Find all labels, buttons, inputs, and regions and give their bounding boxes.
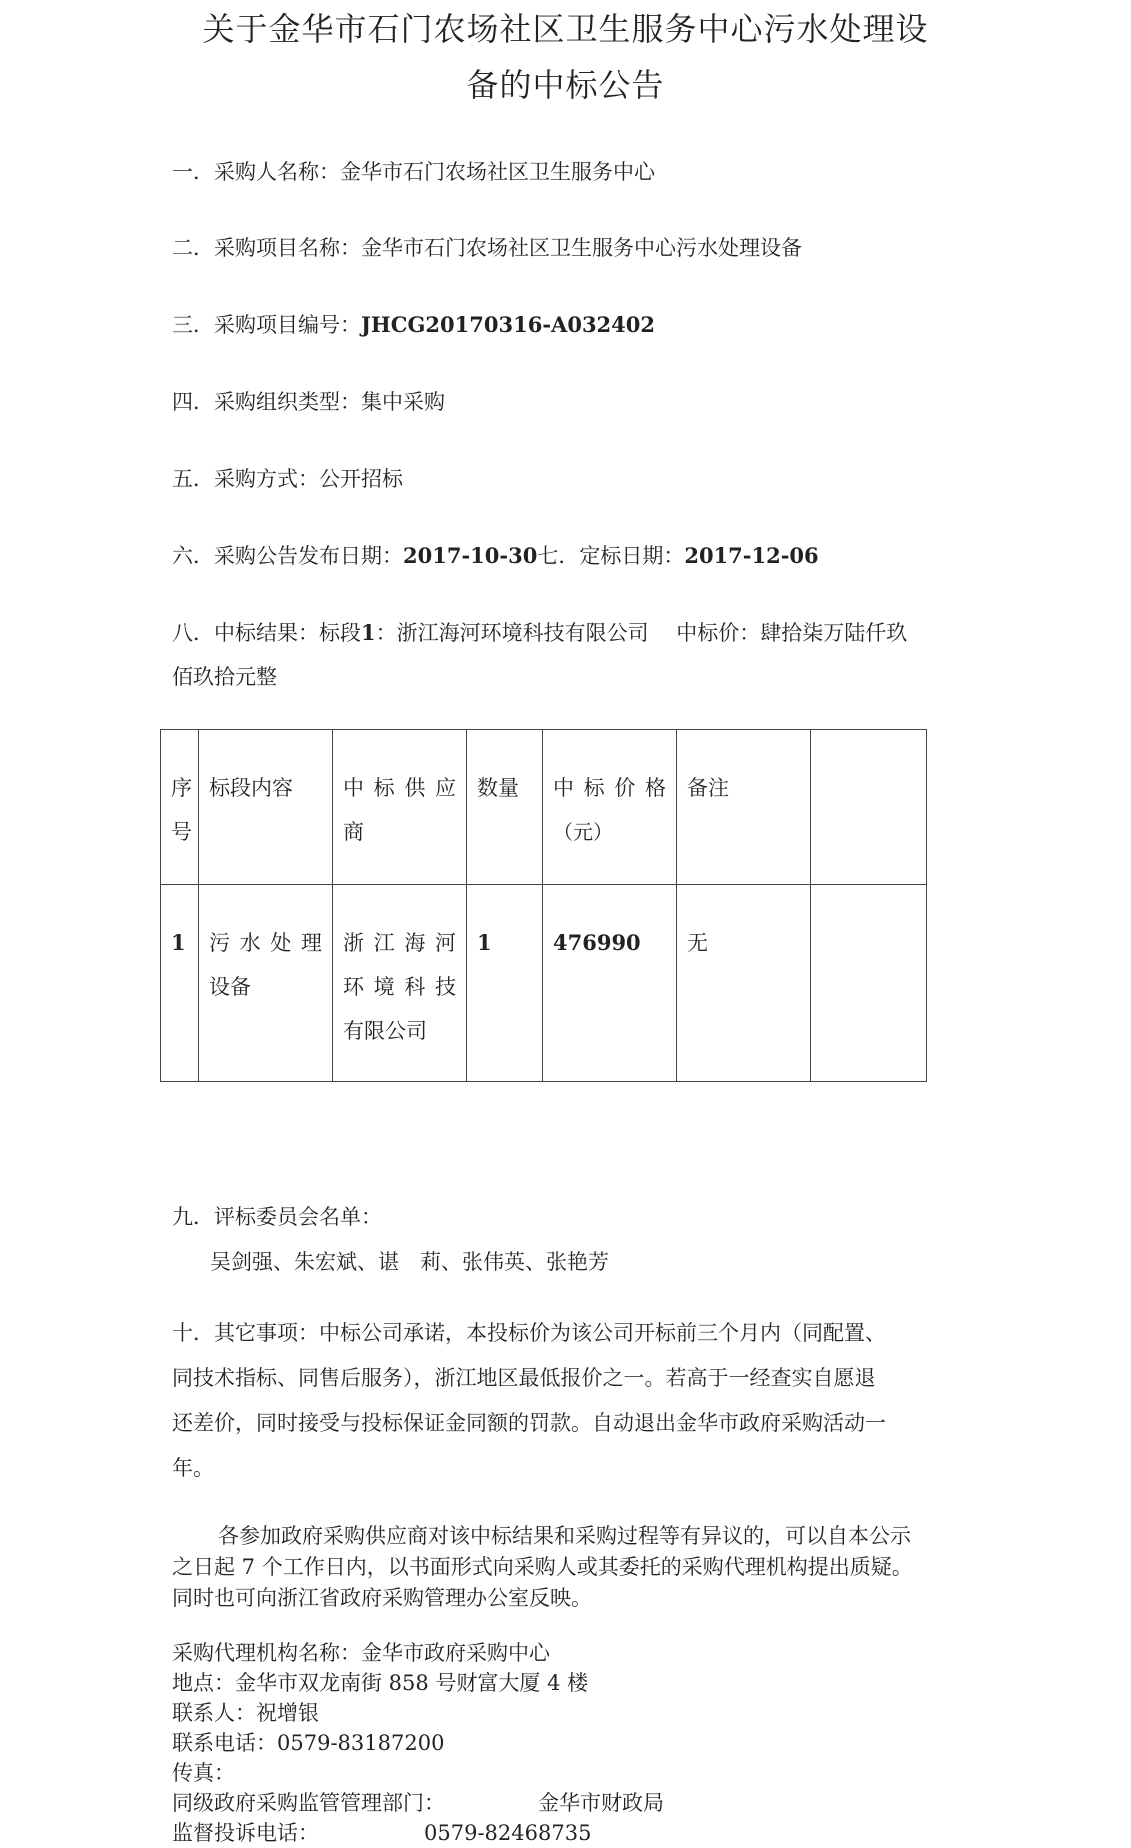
item-purchaser: 一．采购人名称：金华市石门农场社区卫生服务中心 (172, 160, 655, 184)
award-result-label: 八．中标结果：标段 (172, 621, 361, 645)
award-table (160, 729, 927, 1082)
notice-title-line1: 关于金华市石门农场社区卫生服务中心污水处理设 (202, 10, 929, 48)
header-supplier: 中标供应 商 (333, 730, 467, 885)
contact-block (172, 1638, 964, 1848)
item-award-result-line1 (172, 617, 907, 647)
cell-remark: 无 (677, 885, 811, 1082)
committee-label: 九．评标委员会名单： (172, 1205, 382, 1229)
item-dates (172, 540, 819, 570)
header-content: 标段内容 (199, 730, 333, 885)
contact-fax: 传真： (172, 1761, 235, 1785)
award-lot-number: 1 (361, 620, 376, 645)
publish-date-value: 2017-10-30 (403, 543, 538, 568)
header-extra (811, 730, 927, 885)
agency-address: 地点：金华市双龙南街 858 号财富大厦 4 楼 (172, 1671, 589, 1695)
header-quantity: 数量 (467, 730, 543, 885)
header-seq: 序 号 (161, 730, 199, 885)
cell-price: 476990 (543, 885, 677, 1082)
cell-quantity: 1 (467, 885, 543, 1082)
item-organization-type: 四．采购组织类型：集中采购 (172, 390, 445, 414)
item-project-name: 二．采购项目名称：金华市石门农场社区卫生服务中心污水处理设备 (172, 236, 802, 260)
supervision-dept: 同级政府采购监管管理部门： 金华市财政局 (172, 1791, 664, 1815)
notice-title-line2: 备的中标公告 (466, 66, 665, 104)
item-award-result-line2: 佰玖拾元整 (172, 665, 277, 689)
header-price: 中标价格 （元） (543, 730, 677, 885)
award-date-value: 2017-12-06 (684, 543, 819, 568)
table-header-row (161, 730, 927, 885)
contact-person: 联系人：祝增银 (172, 1701, 319, 1725)
agency-name: 采购代理机构名称：金华市政府采购中心 (172, 1641, 550, 1665)
project-number-value: JHCG20170316-A032402 (361, 312, 655, 337)
committee-members: 吴剑强、朱宏斌、谌 莉、张伟英、张艳芳 (210, 1250, 609, 1274)
cell-supplier: 浙江海河 环境科技 有限公司 (333, 885, 467, 1082)
publish-date-label: 六．采购公告发布日期： (172, 544, 403, 568)
table-row (161, 885, 927, 1082)
cell-content: 污水处理 设备 (199, 885, 333, 1082)
award-date-label: 七．定标日期： (537, 544, 685, 568)
other-matters: 十．其它事项：中标公司承诺，本投标价为该公司开标前三个月内（同配置、 同技术指标、同售后服务），浙江地区最低报价之一。若高于一经查实自愿退 还差价，同时接受与投标保证金同额的罚款。自动退出金华市政府采购活动一 年。 (172, 1321, 886, 1480)
complaint-phone: 监督投诉电话： 0579-82468735 (172, 1821, 592, 1845)
item-procurement-method: 五．采购方式：公开招标 (172, 467, 403, 491)
cell-seq: 1 (161, 885, 199, 1082)
award-result-text: ：浙江海河环境科技有限公司 中标价：肆拾柒万陆仟玖 (375, 621, 908, 645)
item-project-number (172, 309, 655, 339)
objection-notice: 各参加政府采购供应商对该中标结果和采购过程等有异议的，可以自本公示 之日起 7 个工作日内，以书面形式向采购人或其委托的采购代理机构提出质疑。 同时也可向浙江省政府采购管理办公室反映。 (172, 1524, 913, 1610)
header-remark: 备注 (677, 730, 811, 885)
contact-phone: 联系电话：0579-83187200 (172, 1731, 445, 1755)
project-number-label: 三．采购项目编号： (172, 313, 361, 337)
cell-extra (811, 885, 927, 1082)
